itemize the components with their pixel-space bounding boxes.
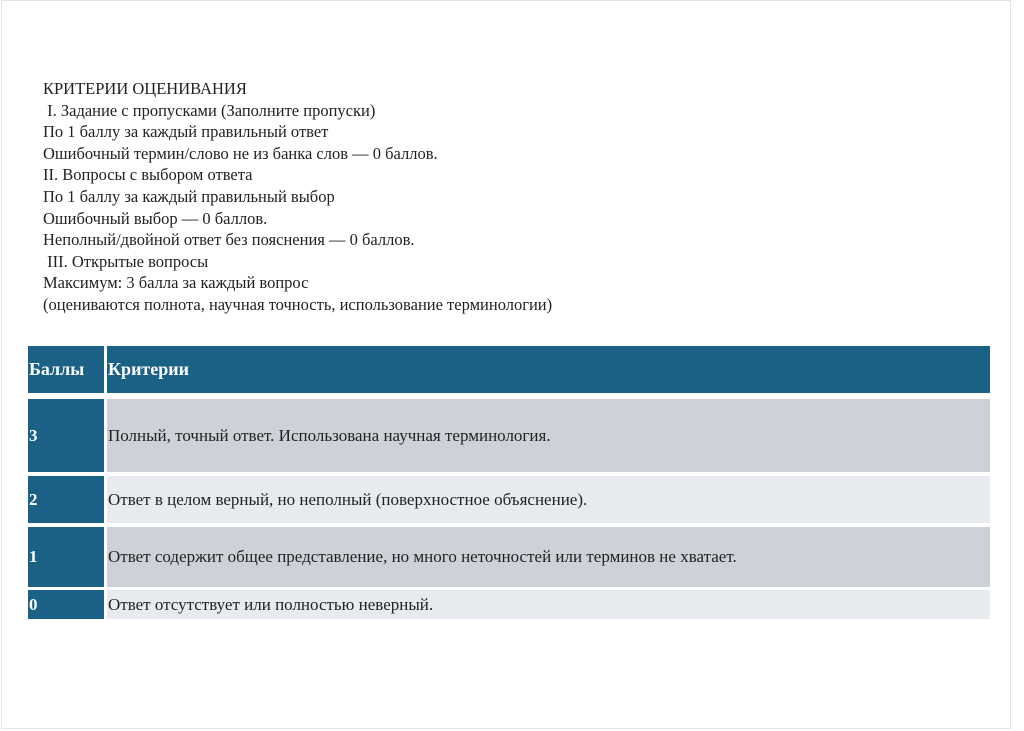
criteria-line: Неполный/двойной ответ без пояснения — 0 баллов. bbox=[43, 230, 415, 250]
criteria-line: Ошибочный термин/слово не из банка слов — 0 баллов. bbox=[43, 143, 438, 163]
table-row bbox=[28, 590, 990, 619]
criterion-cell: Ответ в целом верный, но неполный (поверхностное объяснение). bbox=[107, 476, 990, 523]
score-cell: 3 bbox=[28, 399, 104, 472]
table-row bbox=[28, 527, 990, 587]
criteria-line: По 1 баллу за каждый правильный выбор bbox=[43, 186, 335, 206]
header-score: Баллы bbox=[28, 346, 104, 393]
criterion-cell: Ответ отсутствует или полностью неверный. bbox=[107, 590, 990, 619]
criteria-text bbox=[43, 78, 552, 316]
scoring-table bbox=[28, 346, 990, 623]
criteria-line: I. Задание с пропусками (Заполните пропуски) bbox=[43, 100, 376, 120]
score-cell: 2 bbox=[28, 476, 104, 523]
criteria-line: (оцениваются полнота, научная точность, использование терминологии) bbox=[43, 294, 553, 314]
table-row bbox=[28, 476, 990, 523]
criterion-cell: Ответ содержит общее представление, но много неточностей или терминов не хватает. bbox=[107, 527, 990, 587]
header-criteria: Критерии bbox=[107, 346, 990, 393]
table-row bbox=[28, 399, 990, 472]
score-cell: 0 bbox=[28, 590, 104, 619]
criteria-line: II. Вопросы с выбором ответа bbox=[43, 165, 253, 185]
table-header-row bbox=[28, 346, 990, 393]
criterion-cell: Полный, точный ответ. Использована научная терминология. bbox=[107, 399, 990, 472]
criteria-line: Максимум: 3 балла за каждый вопрос bbox=[43, 273, 309, 293]
criteria-line: По 1 баллу за каждый правильный ответ bbox=[43, 122, 329, 142]
criteria-title: КРИТЕРИИ ОЦЕНИВАНИЯ bbox=[43, 79, 247, 98]
score-cell: 1 bbox=[28, 527, 104, 587]
criteria-line: III. Открытые вопросы bbox=[43, 251, 209, 271]
criteria-line: Ошибочный выбор — 0 баллов. bbox=[43, 208, 268, 228]
